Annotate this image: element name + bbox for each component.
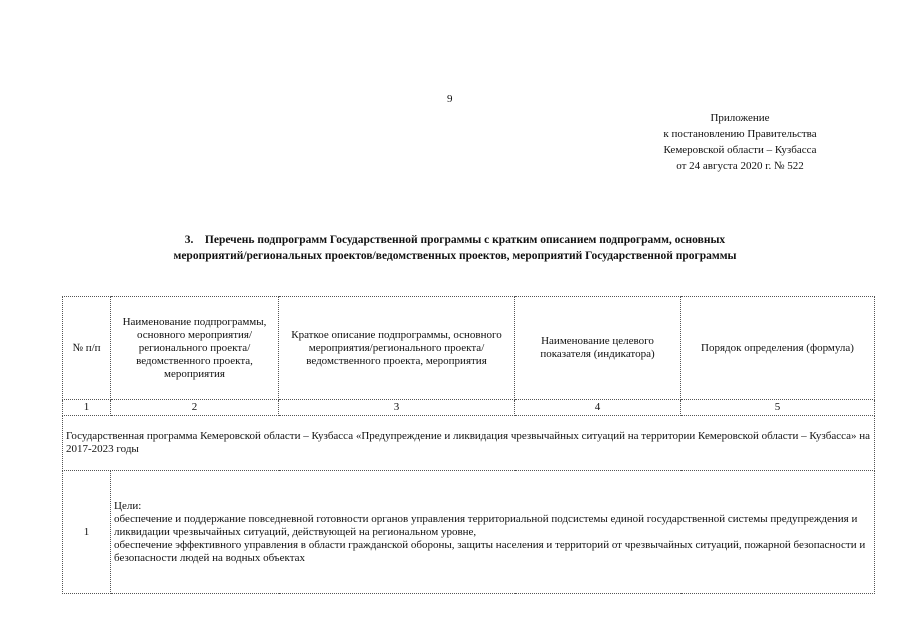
goal-item: обеспечение эффективного управления в области гражданской обороны, защиты населения и территорий от чрезвычайных ситуаций, пожарной безопасности и безопасности людей на водных объектах — [114, 538, 866, 564]
column-number-cell: 1 — [63, 400, 111, 416]
row-number-cell: 1 — [63, 471, 111, 594]
header-cell-formula: Порядок определения (формула) — [681, 297, 875, 400]
program-table — [62, 296, 875, 594]
header-cell-indicator: Наименование целевого показателя (индикатора) — [515, 297, 681, 400]
goals-cell — [111, 471, 875, 594]
appendix-line-4: от 24 августа 2020 г. № 522 — [676, 160, 804, 172]
column-number-cell: 4 — [515, 400, 681, 416]
page-number: 9 — [447, 93, 453, 105]
column-number-cell: 5 — [681, 400, 875, 416]
appendix-line-1: Приложение — [710, 112, 770, 124]
table-row — [63, 471, 875, 594]
appendix-line-2: к постановлению Правительства — [663, 128, 817, 140]
heading-line-2: мероприятий/региональных проектов/ведомственных проектов, мероприятий Государственной программы — [173, 250, 737, 262]
section-heading — [75, 232, 835, 264]
column-number-row — [63, 400, 875, 416]
appendix-block — [600, 110, 880, 174]
heading-line-1: 3. Перечень подпрограмм Государственной программы с кратким описанием подпрограмм, основных — [184, 234, 726, 246]
column-number-cell: 2 — [111, 400, 279, 416]
table-header-row — [63, 297, 875, 400]
appendix-line-3: Кемеровской области – Кузбасса — [663, 144, 817, 156]
program-row — [63, 416, 875, 471]
header-cell-number: № п/п — [63, 297, 111, 400]
header-cell-description: Краткое описание подпрограммы, основного мероприятия/регионального проекта/ведомственного проекта, мероприятия — [279, 297, 515, 400]
goals-label: Цели: — [114, 499, 142, 512]
goal-item: обеспечение и поддержание повседневной готовности органов управления территориальной подсистемы единой государственной системы предупреждения и ликвидации чрезвычайных ситуаций, действующей на региональном уровне, — [114, 512, 858, 538]
column-number-cell: 3 — [279, 400, 515, 416]
header-cell-name: Наименование подпрограммы, основного мероприятия/ регионального проекта/ведомственного проекта, мероприятия — [111, 297, 279, 400]
program-title-cell: Государственная программа Кемеровской области – Кузбасса «Предупреждение и ликвидация чрезвычайных ситуаций на территории Кемеровской области – Кузбасса» на 2017-2023 годы — [63, 416, 875, 471]
